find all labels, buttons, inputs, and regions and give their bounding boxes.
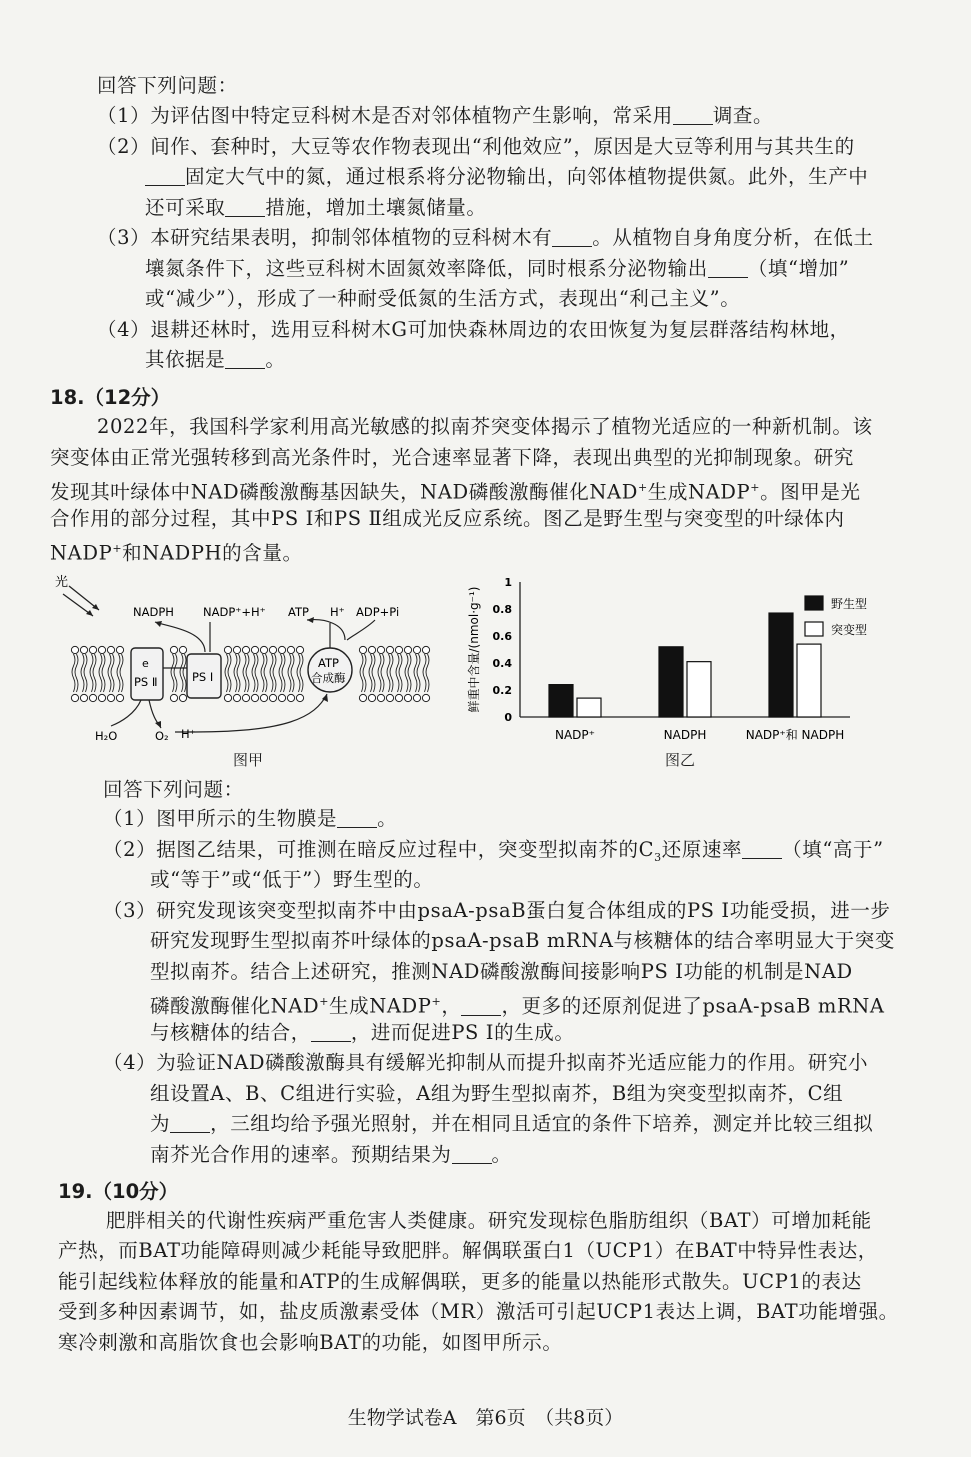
lipid-tail [387, 654, 390, 692]
lipid-tail [396, 654, 399, 692]
q18-part4-line3: 为 ，三组均给予强光照射，并在相同且适宜的条件下培养，测定并比较三组拟 [150, 1112, 874, 1135]
q18-part4-line4: 南芥光合作用的速率。预期结果为 。 [150, 1143, 512, 1166]
answer-blank[interactable] [225, 196, 265, 217]
answer-blank[interactable] [708, 257, 748, 278]
lipid-head [386, 694, 393, 701]
lipid-tail [81, 654, 84, 692]
lipid-head [395, 694, 402, 701]
ps2-label: PS Ⅱ [134, 675, 158, 689]
lipid-head [179, 646, 186, 653]
lipid-head [269, 694, 276, 701]
lipid-tail [291, 654, 294, 692]
lipid-tail [180, 654, 183, 692]
lipid-tail [225, 654, 228, 692]
lipid-tail [279, 654, 282, 692]
lipid-head [359, 646, 366, 653]
lipid-head [179, 694, 186, 701]
y-tick-label: 0.2 [492, 684, 512, 697]
q19-stem-5: 寒冷刺激和高脂饮食也会影响BAT的功能，如图甲所示。 [58, 1331, 563, 1354]
legend-swatch [805, 622, 823, 636]
q17-part3-line1: （3）本研究结果表明，抑制邻体植物的豆科树木有 。从植物自身角度分析，在低土 [97, 226, 874, 249]
h-plus-bottom-label: H⁺ [181, 727, 196, 741]
lipid-tail [372, 654, 375, 692]
lipid-head [116, 694, 123, 701]
light-label: 光 [55, 575, 69, 590]
q19-stem-1: 肥胖相关的代谢性疾病严重危害人类健康。研究发现棕色脂肪组织（BAT）可增加耗能 [106, 1209, 872, 1232]
lipid-head [386, 646, 393, 653]
lipid-tail [426, 654, 429, 692]
lipid-tail [261, 654, 264, 692]
lipid-head [359, 694, 366, 701]
nadp-h-label: NADP⁺+H⁺ [203, 605, 266, 619]
x-category-label: NADP⁺和 NADPH [745, 728, 845, 742]
lipid-tail [288, 654, 291, 692]
q19-stem-2: 产热，而BAT功能障碍则减少耗能导致肥胖。解偶联蛋白1（UCP1）在BAT中特异性表达， [58, 1239, 878, 1262]
lipid-head [98, 694, 105, 701]
q17-part4-line1: （4）退耕还林时，选用豆科树木G可加快森林周边的农田恢复为复层群落结构林地， [97, 318, 850, 341]
answer-blank[interactable] [311, 1021, 351, 1042]
y-tick-label: 1 [504, 576, 512, 589]
q18-part4-line1: （4）为验证NAD磷酸激酶具有缓解光抑制从而提升拟南芥光适应能力的作用。研究小 [103, 1051, 869, 1074]
y-tick-label: 0.4 [492, 657, 512, 670]
q19-stem-4: 受到多种因素调节，如，盐皮质激素受体（MR）激活可引起UCP1表达上调，BAT功能增强。 [58, 1300, 899, 1323]
q18-part3-line3: 型拟南芥。结合上述研究，推测NAD磷酸激酶间接影响PS Ⅰ功能的机制是NAD [150, 960, 853, 983]
q19-title: 19.（10分） [58, 1180, 179, 1203]
answer-blank[interactable] [145, 165, 185, 186]
lipid-head [98, 646, 105, 653]
q17-part4-line2: 其依据是 。 [145, 348, 286, 371]
lipid-tail [282, 654, 285, 692]
x-category-label: NADPH [663, 728, 707, 742]
y-axis-label: 鲜重中含量/(nmol·g⁻¹) [467, 586, 481, 713]
water-split-arrow [111, 700, 141, 726]
lipid-tail [414, 654, 417, 692]
q17-intro: 回答下列问题： [97, 74, 238, 97]
lipid-head [233, 646, 240, 653]
lipid-head [422, 646, 429, 653]
lipid-head [251, 694, 258, 701]
atp-synthase-label-2: 合成酶 [311, 671, 346, 685]
ps2-complex [131, 648, 163, 700]
lipid-head [395, 646, 402, 653]
figure-b-bar-chart [460, 572, 880, 772]
lipid-head [413, 646, 420, 653]
lipid-head [170, 646, 177, 653]
lipid-head [233, 694, 240, 701]
lipid-head [422, 694, 429, 701]
lipid-tail [408, 654, 411, 692]
lipid-head [413, 694, 420, 701]
q18-questions-intro: 回答下列问题： [103, 778, 244, 801]
lipid-tail [255, 654, 258, 692]
lipid-head [368, 646, 375, 653]
q17-part2-line1: （2）间作、套种时，大豆等农作物表现出“利他效应”，原因是大豆等利用与其共生的 [97, 135, 855, 158]
atp-synthase [308, 648, 352, 692]
q17-part2-line3: 还可采取 措施，增加土壤氮储量。 [145, 196, 487, 219]
q17-part2-line2: 固定大气中的氮，通过根系将分泌物输出，向邻体植物提供氮。此外，生产中 [145, 163, 868, 191]
lipid-tail [72, 654, 75, 692]
lipid-head [260, 646, 267, 653]
lipid-tail [381, 654, 384, 692]
lipid-head [251, 646, 258, 653]
lipid-head [170, 694, 177, 701]
q18-part3-line4: 磷酸激酶催化NAD+生成NADP+， ，更多的还原剂促进了psaA-psaB mRNA [150, 994, 885, 1018]
q18-title: 18.（12分） [50, 386, 171, 409]
lipid-head [377, 694, 384, 701]
lipid-tail [243, 654, 246, 692]
q17-part1: （1）为评估图中特定豆科树木是否对邻体植物产生影响，常采用 调查。 [97, 104, 774, 127]
answer-blank[interactable] [337, 807, 377, 828]
page-footer: 生物学试卷A 第6页 （共8页） [347, 1407, 624, 1429]
bar-wild-type [769, 613, 793, 717]
bar-mutant [797, 644, 821, 717]
q18-stem-3: 发现其叶绿体中NAD磷酸激酶基因缺失，NAD磷酸激酶催化NAD+生成NADP+。图甲是光 [50, 480, 861, 504]
answer-blank[interactable] [552, 226, 592, 247]
lipid-tail [183, 654, 186, 692]
lipid-tail [369, 654, 372, 692]
q18-stem-5: NADP+和NADPH的含量。 [50, 541, 303, 565]
lipid-tail [93, 654, 96, 692]
phospholipid-bilayer [71, 646, 429, 701]
q18-stem-2: 突变体由正常光强转移到高光条件时，光合速率显著下降，表现出典型的光抑制现象。研究 [50, 446, 855, 469]
bar-mutant [687, 662, 711, 717]
atp-label: ATP [288, 605, 309, 619]
nadph-label: NADPH [133, 605, 174, 619]
lipid-head [116, 646, 123, 653]
lipid-tail [270, 654, 273, 692]
lipid-tail [399, 654, 402, 692]
q17-part3-line2: 壤氮条件下，这些豆科树木固氮效率降低，同时根系分泌物输出 （填“增加” [145, 257, 850, 280]
lipid-tail [117, 654, 120, 692]
lipid-head [107, 694, 114, 701]
lipid-head [269, 646, 276, 653]
lipid-tail [90, 654, 93, 692]
electron-label: e [142, 657, 149, 670]
answer-blank[interactable] [673, 104, 713, 125]
bar-wild-type [659, 647, 683, 717]
lipid-head [80, 646, 87, 653]
adp-pi-label: ADP+Pi [356, 605, 400, 619]
legend-swatch [805, 596, 823, 610]
lipid-head [242, 694, 249, 701]
answer-blank[interactable] [461, 995, 501, 1016]
lipid-tail [390, 654, 393, 692]
lipid-tail [120, 654, 123, 692]
lipid-tail [237, 654, 240, 692]
lipid-tail [360, 654, 363, 692]
lipid-head [404, 694, 411, 701]
q19-stem-3: 能引起线粒体释放的能量和ATP的生成解偶联，更多的能量以热能形式散失。UCP1的表达 [58, 1270, 862, 1293]
o2-label: O₂ [155, 729, 169, 743]
lipid-tail [102, 654, 105, 692]
lipid-head [71, 694, 78, 701]
y-tick-label: 0.6 [492, 630, 512, 643]
lipid-head [224, 694, 231, 701]
lipid-head [287, 694, 294, 701]
lipid-tail [171, 654, 174, 692]
lipid-head [71, 646, 78, 653]
figure-a-thylakoid-diagram [45, 568, 445, 768]
lipid-tail [108, 654, 111, 692]
q18-part2-line2: 或“等于”或“低于”）野生型的。 [150, 868, 434, 891]
lipid-head [368, 694, 375, 701]
q17-part3-line3: 或“减少”），形成了一种耐受低氮的生活方式，表现出“利己主义”。 [145, 287, 741, 310]
q18-part4-line2: 组设置A、B、C组进行实验，A组为野生型拟南芥，B组为突变型拟南芥，C组 [150, 1082, 844, 1105]
atp-synthase-label-1: ATP [318, 656, 339, 670]
lipid-tail [84, 654, 87, 692]
figure-b-caption: 图乙 [665, 751, 696, 769]
lipid-tail [228, 654, 231, 692]
lipid-tail [417, 654, 420, 692]
bar-wild-type [549, 685, 573, 717]
lipid-tail [405, 654, 408, 692]
lipid-head [278, 646, 285, 653]
lipid-tail [378, 654, 381, 692]
lipid-head [89, 694, 96, 701]
lipid-tail [273, 654, 276, 692]
answer-blank[interactable] [742, 838, 782, 859]
ps1-label: PS Ⅰ [192, 670, 214, 684]
legend-label: 突变型 [831, 623, 868, 637]
lipid-head [377, 646, 384, 653]
lipid-tail [246, 654, 249, 692]
h-plus-label: H⁺ [330, 605, 345, 619]
q18-part1: （1）图甲所示的生物膜是 。 [103, 807, 398, 830]
q18-part3-line5: 与核糖体的结合， ，进而促进PS Ⅰ的生成。 [150, 1021, 575, 1044]
figure-a-caption: 图甲 [233, 751, 264, 769]
lipid-head [278, 694, 285, 701]
lipid-head [287, 646, 294, 653]
lipid-tail [99, 654, 102, 692]
answer-blank[interactable] [452, 1143, 492, 1164]
lipid-head [242, 646, 249, 653]
lipid-tail [75, 654, 78, 692]
lipid-head [107, 646, 114, 653]
lipid-head [260, 694, 267, 701]
h2o-label: H₂O [95, 729, 118, 743]
lipid-tail [234, 654, 237, 692]
lipid-tail [423, 654, 426, 692]
legend-label: 野生型 [831, 597, 868, 611]
lipid-head [224, 646, 231, 653]
lipid-tail [252, 654, 255, 692]
lipid-tail [300, 654, 303, 692]
q18-part3-line1: （3）研究发现该突变型拟南芥中由psaA-psaB蛋白复合体组成的PS Ⅰ功能受损，进一步 [103, 899, 891, 922]
lipid-head [296, 646, 303, 653]
lipid-head [80, 694, 87, 701]
x-category-label: NADP⁺ [555, 728, 595, 742]
q18-part2-line1: （2）据图乙结果，可推测在暗反应过程中，突变型拟南芥的$C_3$还原速率 （填“高于” [103, 838, 884, 864]
lipid-tail [264, 654, 267, 692]
lipid-head [296, 694, 303, 701]
answer-blank[interactable] [170, 1112, 210, 1133]
q18-part3-line2: 研究发现野生型拟南芥叶绿体的psaA-psaB mRNA与核糖体的结合率明显大于突变 [150, 929, 895, 952]
lipid-tail [297, 654, 300, 692]
q18-stem-1: 2022年，我国科学家利用高光敏感的拟南芥突变体揭示了植物光适应的一种新机制。该 [97, 415, 873, 438]
lipid-head [89, 646, 96, 653]
bar-mutant [577, 698, 601, 717]
lipid-tail [363, 654, 366, 692]
q18-stem-4: 合作用的部分过程，其中PS Ⅰ和PS Ⅱ组成光反应系统。图乙是野生型与突变型的叶绿体内 [50, 507, 845, 530]
lipid-tail [174, 654, 177, 692]
y-tick-label: 0.8 [492, 603, 512, 616]
answer-blank[interactable] [225, 348, 265, 369]
y-tick-label: 0 [504, 711, 512, 724]
lipid-tail [111, 654, 114, 692]
lipid-head [404, 646, 411, 653]
